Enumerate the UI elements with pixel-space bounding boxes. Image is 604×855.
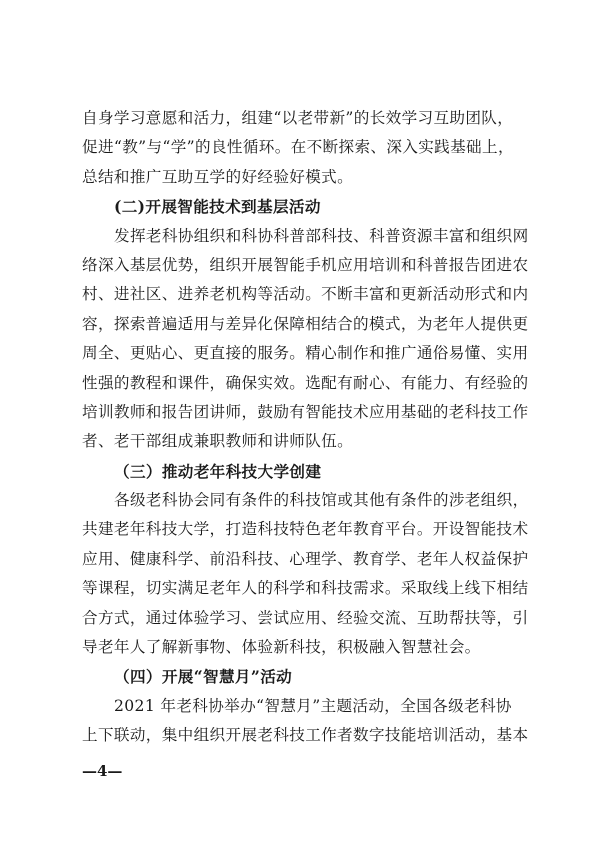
text-line: 2021 年老科协举办“智慧月”主题活动，全国各级老科协 — [114, 696, 512, 715]
text-line: 合方式，通过体验学习、尝试应用、经验交流、互助帮扶等，引 — [82, 608, 529, 627]
text-line: 应用、健康科学、前沿科技、心理学、教育学、老年人权益保护 — [82, 549, 529, 568]
text-line: 各级老科协会同有条件的科技馆或其他有条件的涉老组织， — [114, 491, 529, 510]
text-line: 自身学习意愿和活力，组建“以老带新”的长效学习互助团队， — [82, 109, 514, 127]
section-heading: （三）推动老年科技大学创建 — [114, 461, 322, 481]
text-line: 上下联动，集中组织开展老科技工作者数字技能培训活动，基本 — [82, 726, 529, 745]
text-line: 促进“教”与“学”的良性循环。在不断探索、深入实践基础上， — [82, 138, 514, 157]
page-number: —4— — [82, 762, 123, 780]
text-line: 导老年人了解新事物、体验新科技，积极融入智慧社会。 — [82, 638, 481, 657]
section-heading: （四）开展“智慧月”活动 — [114, 667, 293, 687]
section-heading: (二)开展智能技术到基层活动 — [114, 197, 321, 217]
body-text — [82, 104, 530, 751]
text-line: 性强的教程和课件，确保实效。选配有耐心、有能力、有经验的 — [82, 373, 529, 392]
text-line: 者、老干部组成兼职教师和讲师队伍。 — [82, 432, 354, 451]
text-line: 络深入基层优势，组织开展智能手机应用培训和科普报告团进农 — [82, 255, 529, 274]
text-line: 等课程，切实满足老年人的科学和科技需求。采取线上线下相结 — [82, 579, 529, 598]
text-line: 总结和推广互助互学的好经验好模式。 — [82, 167, 354, 186]
text-line: 容，探索普遍适用与差异化保障相结合的模式，为老年人提供更 — [82, 314, 529, 333]
text-line: 共建老年科技大学，打造科技特色老年教育平台。开设智能技术 — [82, 520, 529, 539]
text-line: 村、进社区、进养老机构等活动。不断丰富和更新活动形式和内 — [82, 285, 529, 304]
text-line: 培训教师和报告团讲师，鼓励有智能技术应用基础的老科技工作 — [82, 402, 529, 421]
text-line: 周全、更贴心、更直接的服务。精心制作和推广通俗易懂、实用 — [82, 344, 529, 363]
text-line: 发挥老科协组织和科协科普部科技、科普资源丰富和组织网 — [114, 226, 529, 245]
